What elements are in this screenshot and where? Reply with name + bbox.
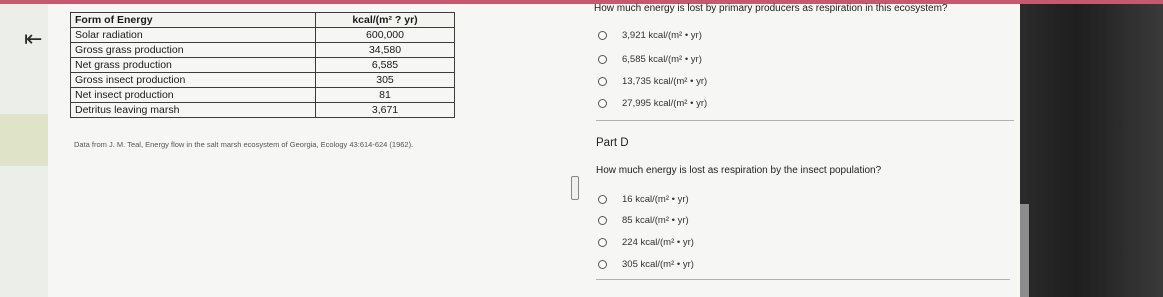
answer-option[interactable] bbox=[598, 257, 694, 271]
answer-option[interactable] bbox=[598, 96, 707, 110]
answer-option-label: 305 kcal/(m² • yr) bbox=[622, 258, 694, 270]
left-panel-band bbox=[0, 114, 48, 166]
right-frame bbox=[1020, 4, 1163, 297]
row-value: 305 bbox=[316, 73, 455, 88]
row-value: 600,000 bbox=[316, 28, 455, 43]
answer-option[interactable] bbox=[598, 192, 689, 206]
radio-button[interactable] bbox=[598, 77, 607, 86]
radio-button[interactable] bbox=[598, 260, 607, 269]
radio-button[interactable] bbox=[598, 238, 607, 247]
answer-option-label: 6,585 kcal/(m² • yr) bbox=[622, 53, 702, 65]
radio-button[interactable] bbox=[598, 216, 607, 225]
answer-option[interactable] bbox=[598, 28, 702, 42]
answer-option[interactable] bbox=[598, 213, 689, 227]
section-divider bbox=[596, 279, 1010, 280]
radio-button[interactable] bbox=[598, 55, 607, 64]
row-label: Gross grass production bbox=[71, 43, 316, 58]
row-label: Detritus leaving marsh bbox=[71, 103, 316, 118]
radio-button[interactable] bbox=[598, 31, 607, 40]
table-row bbox=[71, 73, 455, 88]
drag-handle[interactable] bbox=[571, 176, 579, 200]
left-panel bbox=[0, 4, 48, 297]
row-label: Net grass production bbox=[71, 58, 316, 73]
answer-option[interactable] bbox=[598, 52, 702, 66]
question-text: How much energy is lost by primary producers as respiration in this ecosystem? bbox=[594, 3, 948, 14]
answer-option-label: 85 kcal/(m² • yr) bbox=[622, 214, 689, 226]
row-value: 6,585 bbox=[316, 58, 455, 73]
row-value: 81 bbox=[316, 88, 455, 103]
answer-option-label: 3,921 kcal/(m² • yr) bbox=[622, 29, 702, 41]
table-header-row bbox=[71, 13, 455, 28]
row-value: 34,580 bbox=[316, 43, 455, 58]
answer-option-label: 27,995 kcal/(m² • yr) bbox=[622, 97, 708, 109]
row-label: Solar radiation bbox=[71, 28, 316, 43]
answer-option[interactable] bbox=[598, 235, 694, 249]
table-source-citation: Data from J. M. Teal, Energy flow in the salt marsh ecosystem of Georgia, Ecology 43:614-624 (1962). bbox=[74, 140, 414, 149]
row-value: 3,671 bbox=[316, 103, 455, 118]
table-row bbox=[71, 58, 455, 73]
section-divider bbox=[596, 120, 1014, 121]
right-frame-edge bbox=[1020, 204, 1029, 297]
answer-option-label: 224 kcal/(m² • yr) bbox=[622, 236, 694, 248]
table-row bbox=[71, 43, 455, 58]
table-row bbox=[71, 28, 455, 43]
table-row bbox=[71, 103, 455, 118]
column-header-form: Form of Energy bbox=[71, 13, 316, 28]
part-d-label: Part D bbox=[596, 137, 629, 149]
answer-option-label: 16 kcal/(m² • yr) bbox=[622, 193, 689, 205]
row-label: Gross insect production bbox=[71, 73, 316, 88]
radio-button[interactable] bbox=[598, 99, 607, 108]
row-label: Net insect production bbox=[71, 88, 316, 103]
answer-option-label: 13,735 kcal/(m² • yr) bbox=[622, 75, 708, 87]
radio-button[interactable] bbox=[598, 195, 607, 204]
table-row bbox=[71, 88, 455, 103]
answer-option[interactable] bbox=[598, 74, 707, 88]
back-to-start-icon[interactable]: ⇤ bbox=[24, 26, 43, 51]
question-text: How much energy is lost as respiration by the insect population? bbox=[596, 165, 882, 176]
energy-table bbox=[70, 12, 455, 118]
column-header-value: kcal/(m² ? yr) bbox=[316, 13, 455, 28]
